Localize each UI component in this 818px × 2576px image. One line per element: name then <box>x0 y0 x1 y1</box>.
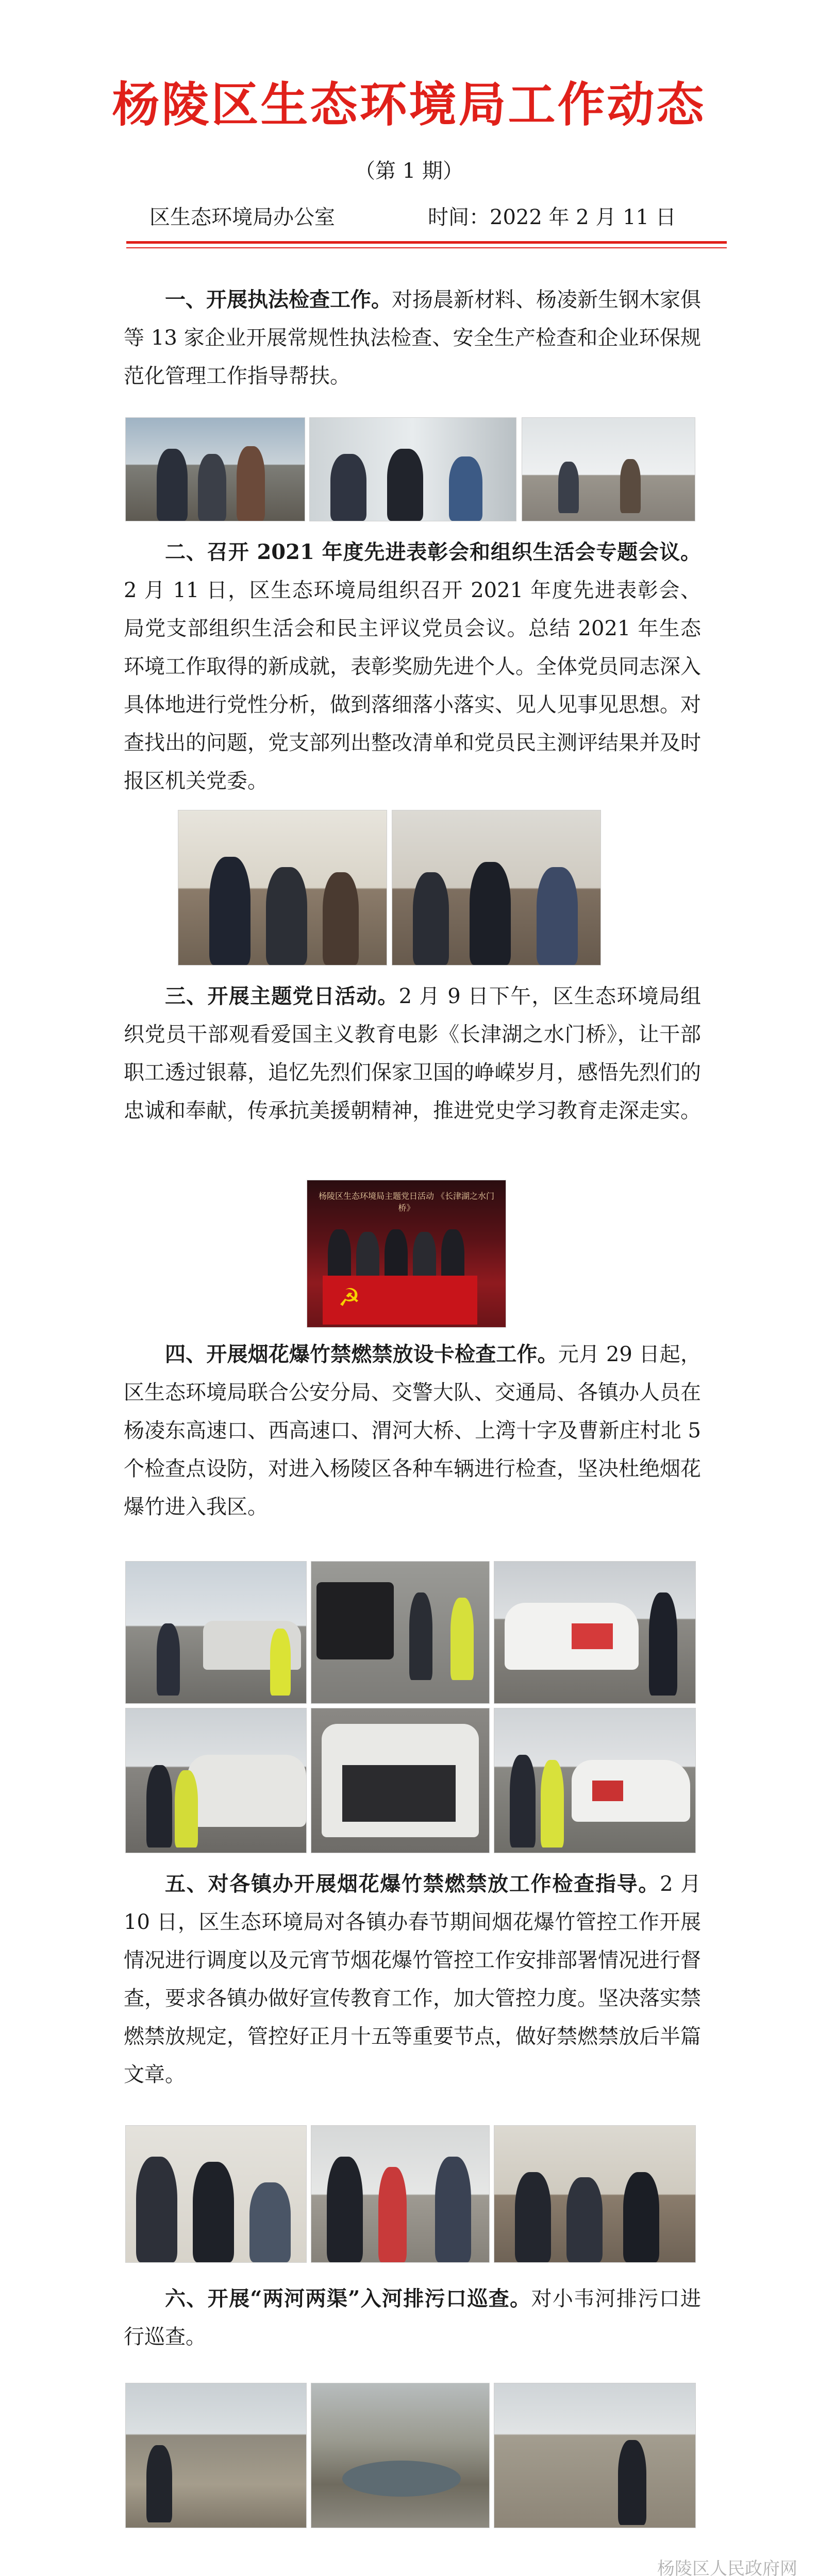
hammer-sickle-icon: ☭ <box>338 1283 361 1312</box>
section-1-heading: 一、开展执法检查工作。 <box>165 287 392 312</box>
section-4 <box>124 1335 701 1526</box>
section-3 <box>124 977 701 1130</box>
photo-town-guidance-1 <box>125 2125 307 2263</box>
section-4-body: 元月 29 日起，区生态环境局联合公安分局、交警大队、交通局、各镇办人员在杨凌东高速口、西高速口、渭河大桥、上湾十字及曹新庄村北 5 个检查点设防，对进入杨陵区各种车辆进行检查，坚决杜绝烟花爆竹进入我区。 <box>124 1343 702 1519</box>
photo-town-guidance-2 <box>311 2125 490 2263</box>
header-divider-thin <box>126 247 727 248</box>
page-title: 杨陵区生态环境局工作动态 <box>112 77 706 132</box>
photo-checkpoint-2 <box>311 1561 490 1704</box>
photo-inspection-1 <box>125 417 305 521</box>
photo-inspection-3 <box>522 417 695 521</box>
photo-outfall-1 <box>125 2383 307 2528</box>
photo-outfall-3 <box>494 2383 696 2528</box>
section-5-body: 2 月 10 日，区生态环境局对各镇办春节期间烟花爆竹管控工作开展情况进行调度以及元宵节烟花爆竹管控工作安排部署情况进行督查，要求各镇办做好宣传教育工作，加大管控力度。坚决落实禁燃禁放规定，管控好正月十五等重要节点，做好禁燃禁放后半篇文章。 <box>124 1872 702 2087</box>
photo-town-guidance-3 <box>494 2125 696 2263</box>
photo-outfall-2 <box>311 2383 490 2528</box>
photo-checkpoint-5 <box>311 1708 490 1853</box>
photo-party-day <box>307 1180 506 1328</box>
section-6-body: 对小韦河排污口进行巡查。 <box>124 2287 701 2349</box>
section-6 <box>124 2280 701 2356</box>
section-3-body: 2 月 9 日下午，区生态环境局组织党员干部观看爱国主义教育电影《长津湖之水门桥》，让干部职工透过银幕，追忆先烈们保家卫国的峥嵘岁月，感悟先烈们的忠诚和奉献，传承抗美援朝精神，推进党史学习教育走深走实。 <box>124 985 702 1123</box>
section-3-heading: 三、开展主题党日活动。 <box>165 984 399 1008</box>
photo-checkpoint-6 <box>494 1708 696 1853</box>
header-divider-thick <box>126 241 727 244</box>
section-2-heading: 二、召开 2021 年度先进表彰会和组织生活会专题会议。 <box>165 540 701 564</box>
photo-meeting-2 <box>392 810 601 965</box>
section-1-body: 对扬晨新材料、杨凌新生钢木家俱等 13 家企业开展常规性执法检查、安全生产检查和企业环保规范化管理工作指导帮扶。 <box>124 288 701 388</box>
site-watermark <box>657 2554 797 2576</box>
photo-checkpoint-3 <box>494 1561 696 1704</box>
section-5-heading: 五、对各镇办开展烟花爆竹禁燃禁放工作检查指导。 <box>165 1872 660 1896</box>
section-5 <box>124 1865 701 2094</box>
section-2 <box>124 533 701 800</box>
photo-meeting-1 <box>178 810 387 965</box>
photo-checkpoint-4 <box>125 1708 307 1853</box>
section-2-body: 2 月 11 日，区生态环境局组织召开 2021 年度先进表彰会、局党支部组织生活会和民主评议党员会议。总结 2021 年生态环境工作取得的新成就，表彰奖励先进个人。全体党员同志深入具体地进行党性分析，做到落细落小落实、见人见事见思想。对查找出的问题，党支部列出整改清单和党员民主测评结果并及时报区机关党委。 <box>124 579 701 793</box>
publish-date: 时间：2022 年 2 月 11 日 <box>428 206 676 229</box>
photo-inspection-2 <box>309 417 516 521</box>
section-4-heading: 四、开展烟花爆竹禁燃禁放设卡检查工作。 <box>165 1342 558 1366</box>
banner-caption: 杨陵区生态环境局主题党日活动 《长津湖之水门桥》 <box>318 1191 495 1213</box>
photo-checkpoint-1 <box>125 1561 307 1704</box>
watermark-site-name: 杨陵区人民政府网 <box>657 2558 797 2576</box>
issue-number: （第 1 期） <box>355 159 463 183</box>
section-6-heading: 六、开展“两河两渠”入河排污口巡查。 <box>165 2286 531 2311</box>
office-name: 区生态环境局办公室 <box>149 206 335 229</box>
section-1 <box>124 281 701 395</box>
